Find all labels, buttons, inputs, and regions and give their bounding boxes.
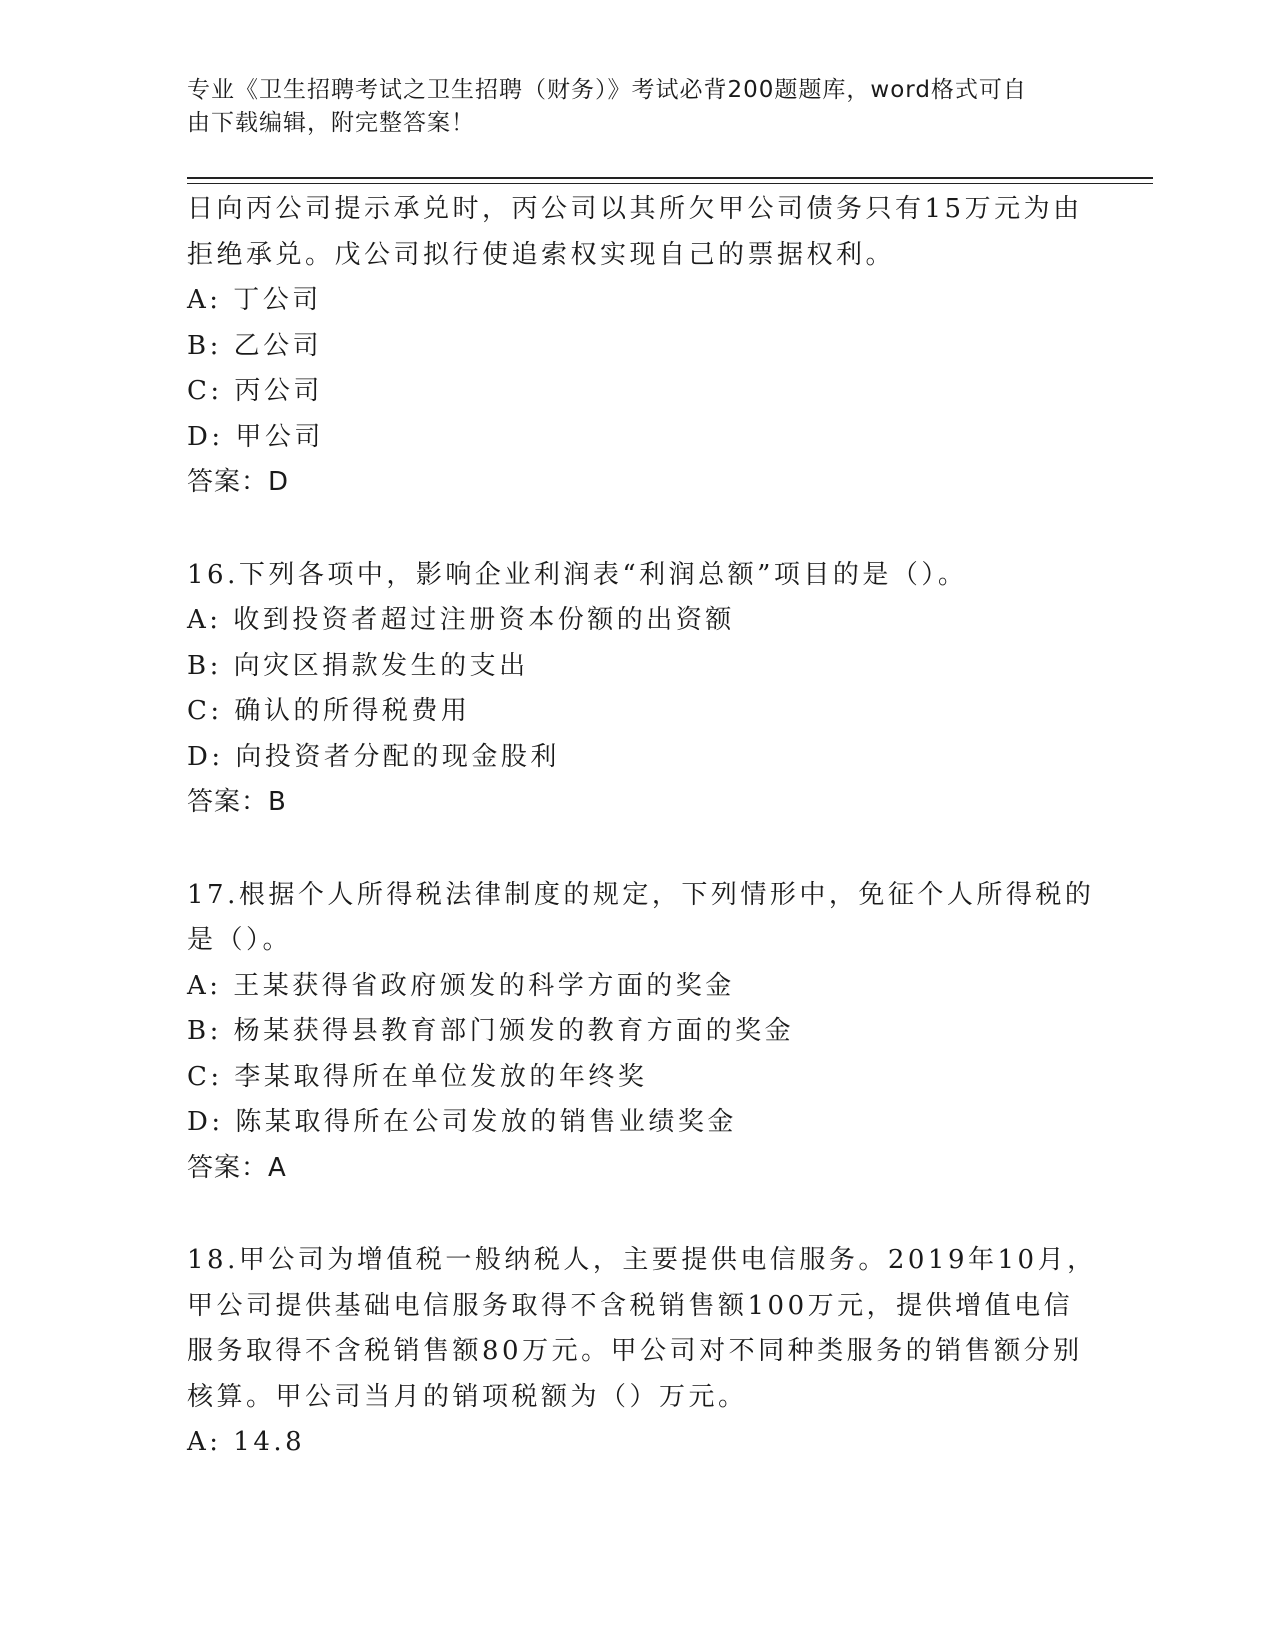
option-c: C: 确认的所得税费用 <box>187 696 471 726</box>
option-b: B: 杨某获得县教育部门颁发的教育方面的奖金 <box>187 1016 795 1046</box>
option-c: C: 李某取得所在单位发放的年终奖 <box>187 1061 648 1092</box>
header-divider-thin <box>187 183 1153 184</box>
header-line-1: 专业《卫生招聘考试之卫生招聘（财务）》考试必背200题题库，word格式可自 <box>187 77 1027 103</box>
header-divider-thick <box>187 177 1153 179</box>
document-body <box>187 187 1097 1466</box>
option-d: D: 向投资者分配的现金股利 <box>187 741 560 772</box>
document-header <box>187 74 1067 140</box>
option-b: B: 向灾区捐款发生的支出 <box>187 650 529 681</box>
option-b: B: 乙公司 <box>187 330 323 361</box>
question-16 <box>187 553 1077 826</box>
option-c: C: 丙公司 <box>187 376 323 406</box>
option-a: A: 收到投资者超过注册资本份额的出资额 <box>187 605 735 635</box>
question-text: 服务取得不含税销售额80万元。甲公司对不同种类服务的销售额分别 <box>187 1336 1083 1366</box>
answer: 答案：B <box>187 787 287 817</box>
question-text: 日向丙公司提示承兑时，丙公司以其所欠甲公司债务只有15万元为由 <box>187 194 1083 224</box>
question-text: 17.根据个人所得税法律制度的规定，下列情形中，免征个人所得税的 <box>187 879 1095 910</box>
spacer <box>187 1191 1077 1238</box>
option-a: A: 14.8 <box>187 1427 306 1457</box>
header-line-2: 由下载编辑，附完整答案！ <box>187 110 475 136</box>
question-text: 16.下列各项中，影响企业利润表“利润总额”项目的是（）。 <box>187 559 968 590</box>
spacer <box>187 506 1077 553</box>
question-text: 甲公司提供基础电信服务取得不含税销售额100万元，提供增值电信 <box>187 1290 1074 1321</box>
question-15 <box>187 187 1083 506</box>
option-a: A: 丁公司 <box>187 285 322 315</box>
answer: 答案：D <box>187 467 290 497</box>
question-text: 拒绝承兑。戊公司拟行使追索权实现自己的票据权利。 <box>187 239 896 270</box>
question-text: 18.甲公司为增值税一般纳税人，主要提供电信服务。2019年10月， <box>187 1245 1097 1275</box>
answer: 答案：A <box>187 1152 287 1183</box>
question-text: 核算。甲公司当月的销项税额为（）万元。 <box>187 1381 748 1412</box>
question-text: 是（）。 <box>187 925 293 955</box>
option-a: A: 王某获得省政府颁发的科学方面的奖金 <box>187 970 735 1001</box>
option-d: D: 陈某取得所在公司发放的销售业绩奖金 <box>187 1107 737 1137</box>
option-d: D: 甲公司 <box>187 421 324 452</box>
question-18 <box>187 1238 1097 1466</box>
question-17 <box>187 873 1095 1192</box>
spacer <box>187 826 1077 873</box>
